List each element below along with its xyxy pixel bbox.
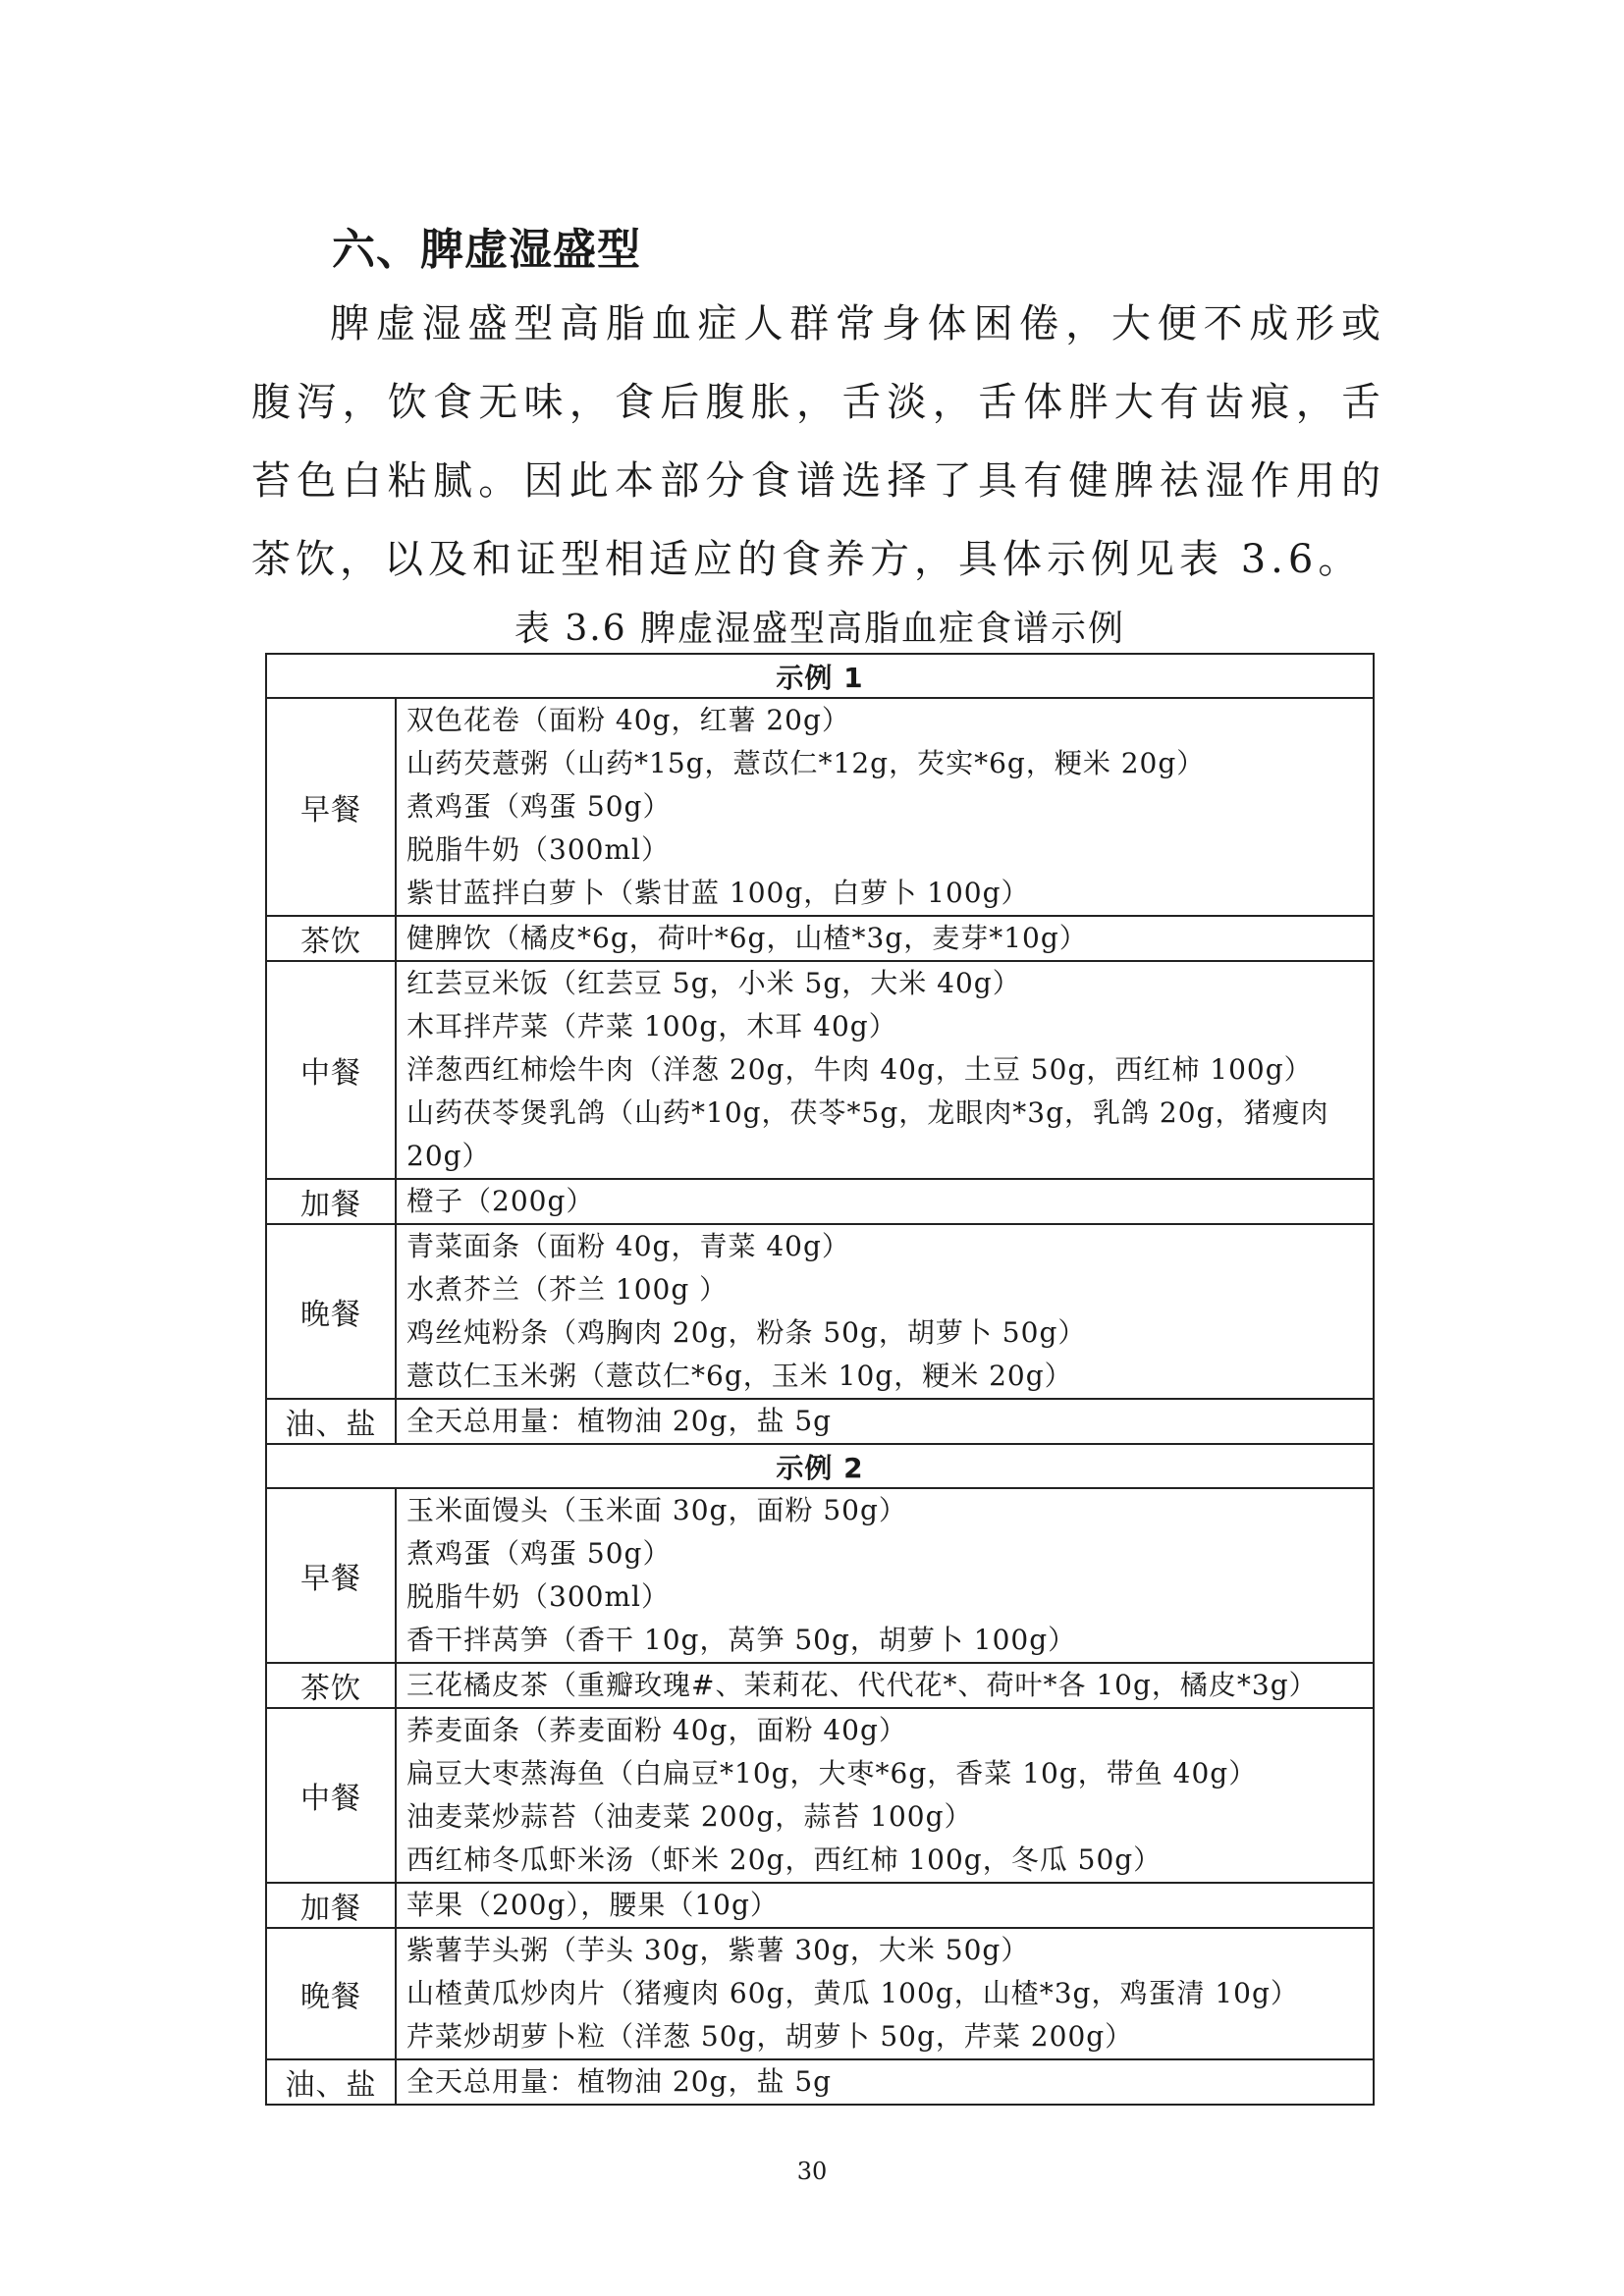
meal-label: 油、盐 <box>266 1399 396 1444</box>
dish-item: 脱脂牛奶（300ml） <box>406 833 670 866</box>
dish-item: 芹菜炒胡萝卜粒（洋葱 50g，胡萝卜 50g，芹菜 200g） <box>406 2020 1134 2053</box>
meal-label: 茶饮 <box>266 1663 396 1708</box>
meal-items <box>396 1488 1374 1663</box>
dish-item: 健脾饮（橘皮*6g，荷叶*6g，山楂*3g，麦芽*10g） <box>406 922 1088 954</box>
meal-row <box>266 916 1374 961</box>
dish-item: 苹果（200g），腰果（10g） <box>406 1889 779 1921</box>
meal-row <box>266 698 1374 916</box>
dish-item: 双色花卷（面粉 40g，红薯 20g） <box>406 704 850 736</box>
section-heading: 六、脾虚湿盛型 <box>332 225 641 275</box>
meal-items <box>396 1883 1374 1928</box>
dish-item: 红芸豆米饭（红芸豆 5g，小米 5g，大米 40g） <box>406 967 1021 999</box>
dish-item: 西红柿冬瓜虾米汤（虾米 20g，西红柿 100g，冬瓜 50g） <box>406 1843 1163 1876</box>
dish-item: 木耳拌芹菜（芹菜 100g，木耳 40g） <box>406 1010 897 1042</box>
meal-items <box>396 1224 1374 1399</box>
dish-item: 山楂黄瓜炒肉片（猪瘦肉 60g，黄瓜 100g，山楂*3g，鸡蛋清 10g） <box>406 1977 1299 2009</box>
meal-row <box>266 2059 1374 2105</box>
meal-items <box>396 698 1374 916</box>
meal-items <box>396 1399 1374 1444</box>
meal-items <box>396 916 1374 961</box>
meal-row <box>266 1883 1374 1928</box>
dish-item: 洋葱西红柿烩牛肉（洋葱 20g，牛肉 40g，土豆 50g，西红柿 100g） <box>406 1053 1313 1086</box>
meal-label: 晚餐 <box>266 1224 396 1399</box>
meal-label: 中餐 <box>266 961 396 1179</box>
menu-table <box>265 653 1375 2106</box>
dish-item: 荞麦面条（荞麦面粉 40g，面粉 40g） <box>406 1714 907 1746</box>
example-title: 示例 1 <box>266 654 1374 698</box>
dish-item: 脱脂牛奶（300ml） <box>406 1580 670 1613</box>
dish-item: 紫甘蓝拌白萝卜（紫甘蓝 100g，白萝卜 100g） <box>406 877 1030 909</box>
example-title: 示例 2 <box>266 1444 1374 1488</box>
meal-items <box>396 1663 1374 1708</box>
dish-item: 鸡丝炖粉条（鸡胸肉 20g，粉条 50g，胡萝卜 50g） <box>406 1316 1087 1349</box>
meal-row <box>266 1663 1374 1708</box>
meal-row <box>266 1708 1374 1883</box>
meal-row <box>266 1399 1374 1444</box>
dish-item: 橙子（200g） <box>406 1185 595 1217</box>
meal-row <box>266 1928 1374 2059</box>
meal-label: 早餐 <box>266 1488 396 1663</box>
dish-item: 扁豆大枣蒸海鱼（白扁豆*10g，大枣*6g，香菜 10g，带鱼 40g） <box>406 1757 1258 1789</box>
example-header-row <box>266 654 1374 698</box>
meal-label: 茶饮 <box>266 916 396 961</box>
meal-row <box>266 961 1374 1179</box>
meal-label: 加餐 <box>266 1883 396 1928</box>
meal-row <box>266 1224 1374 1399</box>
dish-item: 山药茯苓煲乳鸽（山药*10g，茯苓*5g，龙眼肉*3g，乳鸽 20g，猪瘦肉 20g） <box>406 1096 1329 1172</box>
dish-item: 薏苡仁玉米粥（薏苡仁*6g，玉米 10g，粳米 20g） <box>406 1360 1073 1392</box>
dish-item: 煮鸡蛋（鸡蛋 50g） <box>406 790 672 823</box>
meal-label: 晚餐 <box>266 1928 396 2059</box>
dish-item: 山药芡薏粥（山药*15g，薏苡仁*12g，芡实*6g，粳米 20g） <box>406 747 1206 779</box>
meal-label: 中餐 <box>266 1708 396 1883</box>
dish-item: 紫薯芋头粥（芋头 30g，紫薯 30g，大米 50g） <box>406 1934 1030 1966</box>
meal-row <box>266 1179 1374 1224</box>
dish-item: 三花橘皮茶（重瓣玫瑰#、茉莉花、代代花*、荷叶*各 10g，橘皮*3g） <box>406 1669 1318 1701</box>
meal-row <box>266 1488 1374 1663</box>
dish-item: 水煮芥兰（芥兰 100g ） <box>406 1273 729 1306</box>
meal-label: 早餐 <box>266 698 396 916</box>
dish-item: 油麦菜炒蒜苔（油麦菜 200g，蒜苔 100g） <box>406 1800 973 1833</box>
dish-item: 全天总用量：植物油 20g，盐 5g <box>406 2065 833 2098</box>
meal-label: 油、盐 <box>266 2059 396 2105</box>
dish-item: 煮鸡蛋（鸡蛋 50g） <box>406 1537 672 1570</box>
dish-item: 全天总用量：植物油 20g，盐 5g <box>406 1405 833 1437</box>
page-number: 30 <box>796 2158 828 2185</box>
intro-paragraph: 脾虚湿盛型高脂血症人群常身体困倦，大便不成形或腹泻，饮食无味，食后腹胀，舌淡，舌体胖大有齿痕，舌苔色白粘腻。因此本部分食谱选择了具有健脾祛湿作用的茶饮，以及和证型相适应的食养方，具体示例见表 3.6。 <box>251 301 1385 582</box>
dish-item: 玉米面馒头（玉米面 30g，面粉 50g） <box>406 1494 907 1526</box>
meal-items <box>396 961 1374 1179</box>
table-caption: 表 3.6 脾虚湿盛型高脂血症食谱示例 <box>514 609 1126 649</box>
meal-label: 加餐 <box>266 1179 396 1224</box>
meal-items <box>396 1928 1374 2059</box>
meal-items <box>396 2059 1374 2105</box>
dish-item: 青菜面条（面粉 40g，青菜 40g） <box>406 1230 850 1262</box>
dish-item: 香干拌莴笋（香干 10g，莴笋 50g，胡萝卜 100g） <box>406 1624 1077 1656</box>
example-header-row <box>266 1444 1374 1488</box>
meal-items <box>396 1708 1374 1883</box>
meal-items <box>396 1179 1374 1224</box>
